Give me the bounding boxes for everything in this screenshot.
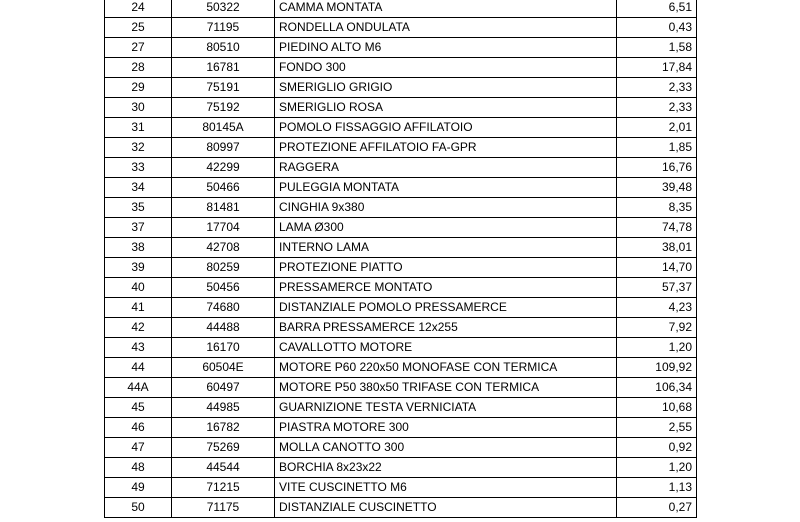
table-row: [105, 318, 697, 338]
price-cell: 38,01: [617, 238, 697, 258]
description-cell: MOTORE P60 220x50 MONOFASE CON TERMICA: [275, 358, 617, 378]
part-code-cell: 75192: [172, 98, 275, 118]
position-cell: 50: [105, 498, 172, 518]
position-cell: 42: [105, 318, 172, 338]
position-cell: 29: [105, 78, 172, 98]
description-cell: PIASTRA MOTORE 300: [275, 418, 617, 438]
description-cell: SMERIGLIO ROSA: [275, 98, 617, 118]
description-cell: RAGGERA: [275, 158, 617, 178]
description-cell: VITE CUSCINETTO M6: [275, 478, 617, 498]
table-row: [105, 438, 697, 458]
table-row: [105, 298, 697, 318]
table-row: [105, 458, 697, 478]
part-code-cell: 17704: [172, 218, 275, 238]
position-cell: 30: [105, 98, 172, 118]
part-code-cell: 44985: [172, 398, 275, 418]
position-cell: 25: [105, 18, 172, 38]
description-cell: DISTANZIALE POMOLO PRESSAMERCE: [275, 298, 617, 318]
part-code-cell: 60497: [172, 378, 275, 398]
description-cell: INTERNO LAMA: [275, 238, 617, 258]
part-code-cell: 75191: [172, 78, 275, 98]
table-row: [105, 398, 697, 418]
price-cell: 1,58: [617, 38, 697, 58]
description-cell: MOTORE P50 380x50 TRIFASE CON TERMICA: [275, 378, 617, 398]
description-cell: PROTEZIONE PIATTO: [275, 258, 617, 278]
description-cell: PRESSAMERCE MONTATO: [275, 278, 617, 298]
part-code-cell: 71195: [172, 18, 275, 38]
price-cell: 2,33: [617, 98, 697, 118]
price-cell: 6,51: [617, 0, 697, 18]
description-cell: CINGHIA 9x380: [275, 198, 617, 218]
position-cell: 49: [105, 478, 172, 498]
description-cell: LAMA Ø300: [275, 218, 617, 238]
price-cell: 0,27: [617, 498, 697, 518]
table-row: [105, 238, 697, 258]
table-row: [105, 478, 697, 498]
position-cell: 33: [105, 158, 172, 178]
price-cell: 39,48: [617, 178, 697, 198]
table-row: [105, 338, 697, 358]
price-cell: 74,78: [617, 218, 697, 238]
part-code-cell: 71175: [172, 498, 275, 518]
position-cell: 24: [105, 0, 172, 18]
position-cell: 45: [105, 398, 172, 418]
parts-table: [104, 0, 697, 518]
price-cell: 1,13: [617, 478, 697, 498]
position-cell: 37: [105, 218, 172, 238]
part-code-cell: 50456: [172, 278, 275, 298]
part-code-cell: 60504E: [172, 358, 275, 378]
part-code-cell: 44544: [172, 458, 275, 478]
price-cell: 16,76: [617, 158, 697, 178]
position-cell: 47: [105, 438, 172, 458]
position-cell: 34: [105, 178, 172, 198]
position-cell: 32: [105, 138, 172, 158]
table-row: [105, 218, 697, 238]
price-cell: 2,33: [617, 78, 697, 98]
position-cell: 48: [105, 458, 172, 478]
price-cell: 1,20: [617, 458, 697, 478]
price-cell: 8,35: [617, 198, 697, 218]
table-row: [105, 98, 697, 118]
description-cell: BORCHIA 8x23x22: [275, 458, 617, 478]
price-cell: 7,92: [617, 318, 697, 338]
price-cell: 106,34: [617, 378, 697, 398]
price-cell: 10,68: [617, 398, 697, 418]
part-code-cell: 42708: [172, 238, 275, 258]
position-cell: 38: [105, 238, 172, 258]
part-code-cell: 80259: [172, 258, 275, 278]
price-cell: 14,70: [617, 258, 697, 278]
table-row: [105, 418, 697, 438]
description-cell: DISTANZIALE CUSCINETTO: [275, 498, 617, 518]
table-row: [105, 158, 697, 178]
position-cell: 39: [105, 258, 172, 278]
part-code-cell: 16781: [172, 58, 275, 78]
price-cell: 2,55: [617, 418, 697, 438]
position-cell: 44: [105, 358, 172, 378]
table-row: [105, 58, 697, 78]
description-cell: MOLLA CANOTTO 300: [275, 438, 617, 458]
description-cell: PROTEZIONE AFFILATOIO FA-GPR: [275, 138, 617, 158]
part-code-cell: 50322: [172, 0, 275, 18]
part-code-cell: 44488: [172, 318, 275, 338]
table-row: [105, 358, 697, 378]
position-cell: 40: [105, 278, 172, 298]
position-cell: 31: [105, 118, 172, 138]
description-cell: PULEGGIA MONTATA: [275, 178, 617, 198]
price-cell: 109,92: [617, 358, 697, 378]
table-row: [105, 378, 697, 398]
price-cell: 0,43: [617, 18, 697, 38]
part-code-cell: 16170: [172, 338, 275, 358]
table-row: [105, 38, 697, 58]
description-cell: RONDELLA ONDULATA: [275, 18, 617, 38]
table-row: [105, 178, 697, 198]
table-row: [105, 198, 697, 218]
table-row: [105, 0, 697, 18]
part-code-cell: 75269: [172, 438, 275, 458]
price-cell: 0,92: [617, 438, 697, 458]
price-cell: 2,01: [617, 118, 697, 138]
price-cell: 1,85: [617, 138, 697, 158]
description-cell: POMOLO FISSAGGIO AFFILATOIO: [275, 118, 617, 138]
price-cell: 4,23: [617, 298, 697, 318]
part-code-cell: 80997: [172, 138, 275, 158]
description-cell: BARRA PRESSAMERCE 12x255: [275, 318, 617, 338]
position-cell: 41: [105, 298, 172, 318]
position-cell: 46: [105, 418, 172, 438]
part-code-cell: 81481: [172, 198, 275, 218]
position-cell: 44A: [105, 378, 172, 398]
price-cell: 57,37: [617, 278, 697, 298]
table-row: [105, 278, 697, 298]
part-code-cell: 71215: [172, 478, 275, 498]
position-cell: 43: [105, 338, 172, 358]
description-cell: CAVALLOTTO MOTORE: [275, 338, 617, 358]
table-row: [105, 18, 697, 38]
description-cell: CAMMA MONTATA: [275, 0, 617, 18]
description-cell: SMERIGLIO GRIGIO: [275, 78, 617, 98]
position-cell: 28: [105, 58, 172, 78]
parts-table-body: [105, 0, 697, 518]
part-code-cell: 80145A: [172, 118, 275, 138]
table-row: [105, 258, 697, 278]
description-cell: FONDO 300: [275, 58, 617, 78]
price-cell: 17,84: [617, 58, 697, 78]
table-row: [105, 118, 697, 138]
table-row: [105, 498, 697, 518]
position-cell: 35: [105, 198, 172, 218]
part-code-cell: 50466: [172, 178, 275, 198]
description-cell: PIEDINO ALTO M6: [275, 38, 617, 58]
part-code-cell: 42299: [172, 158, 275, 178]
price-cell: 1,20: [617, 338, 697, 358]
position-cell: 27: [105, 38, 172, 58]
part-code-cell: 80510: [172, 38, 275, 58]
part-code-cell: 74680: [172, 298, 275, 318]
table-row: [105, 78, 697, 98]
description-cell: GUARNIZIONE TESTA VERNICIATA: [275, 398, 617, 418]
table-row: [105, 138, 697, 158]
part-code-cell: 16782: [172, 418, 275, 438]
